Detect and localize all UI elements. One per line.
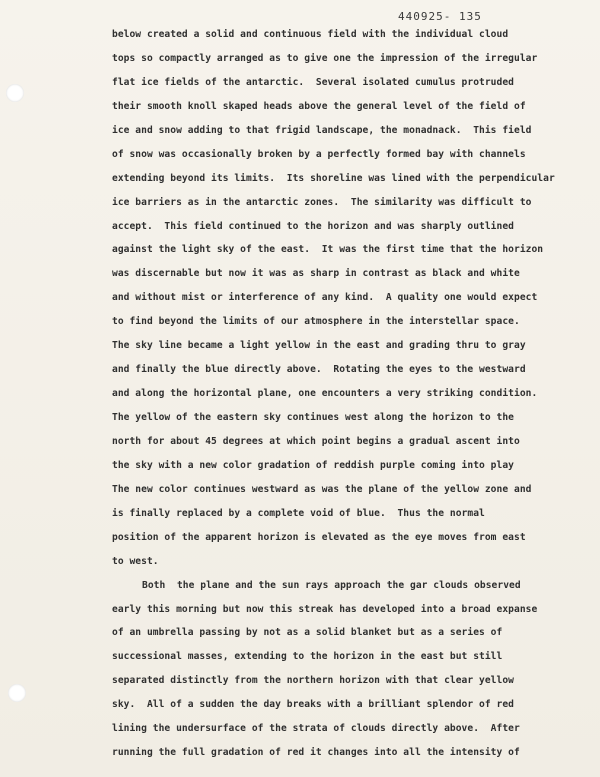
text-line: flat ice fields of the antarctic. Several isolated cumulus protruded <box>112 76 514 88</box>
text-line: extending beyond its limits. Its shoreline was lined with the perpendicular <box>112 172 555 184</box>
text-line: and along the horizontal plane, one encounters a very striking condition. <box>112 388 538 400</box>
text-line: of an umbrella passing by not as a solid blanket but as a series of <box>112 627 503 639</box>
text-line: was discernable but now it was as sharp in contrast as black and white <box>112 268 520 280</box>
text-line: lining the undersurface of the strata of clouds directly above. After <box>112 723 520 735</box>
punch-hole-bottom <box>8 684 26 702</box>
text-line: and finally the blue directly above. Rotating the eyes to the westward <box>112 364 526 376</box>
text-line: of snow was occasionally broken by a perfectly formed bay with channels <box>112 148 526 160</box>
text-line: early this morning but now this streak has developed into a broad expanse <box>112 603 538 615</box>
punch-hole-top <box>6 84 24 102</box>
text-line: The yellow of the eastern sky continues west along the horizon to the <box>112 412 514 423</box>
text-line: and without mist or interference of any kind. A quality one would expect <box>112 292 538 304</box>
text-line: is finally replaced by a complete void of blue. Thus the normal <box>112 507 485 519</box>
text-line: The new color continues westward as was the plane of the yellow zone and <box>112 483 532 495</box>
typed-text-body <box>112 23 582 765</box>
text-line: to find beyond the limits of our atmosphere in the interstellar space. <box>112 316 520 328</box>
text-line: sky. All of a sudden the day breaks with a brilliant splendor of red <box>112 699 514 711</box>
text-line: Both the plane and the sun rays approach the gar clouds observed <box>142 579 521 591</box>
text-line: separated distinctly from the northern horizon with that clear yellow <box>112 675 514 687</box>
text-line: ice and snow adding to that frigid landscape, the monadnack. This field <box>112 124 532 136</box>
text-line: successional masses, extending to the horizon in the east but still <box>112 651 503 663</box>
text-line: accept. This field continued to the horizon and was sharply outlined <box>112 220 514 232</box>
text-line: the sky with a new color gradation of reddish purple coming into play <box>112 459 514 471</box>
text-line: ice barriers as in the antarctic zones. The similarity was difficult to <box>112 196 532 208</box>
text-line: tops so compactly arranged as to give one the impression of the irregular <box>112 52 538 64</box>
text-line: below created a solid and continuous field with the individual cloud <box>112 29 509 40</box>
text-line: north for about 45 degrees at which point begins a gradual ascent into <box>112 435 520 447</box>
text-line: position of the apparent horizon is elevated as the eye moves from east <box>112 531 526 543</box>
text-line: against the light sky of the east. It was the first time that the horizon <box>112 244 544 256</box>
text-line: running the full gradation of red it changes into all the intensity of <box>112 747 520 759</box>
text-line: their smooth knoll skaped heads above the general level of the field of <box>112 100 526 112</box>
text-line: The sky line became a light yellow in the east and grading thru to gray <box>112 340 526 352</box>
text-line: to west. <box>112 555 159 567</box>
document-id-stamp: 440925- 135 <box>398 10 482 23</box>
